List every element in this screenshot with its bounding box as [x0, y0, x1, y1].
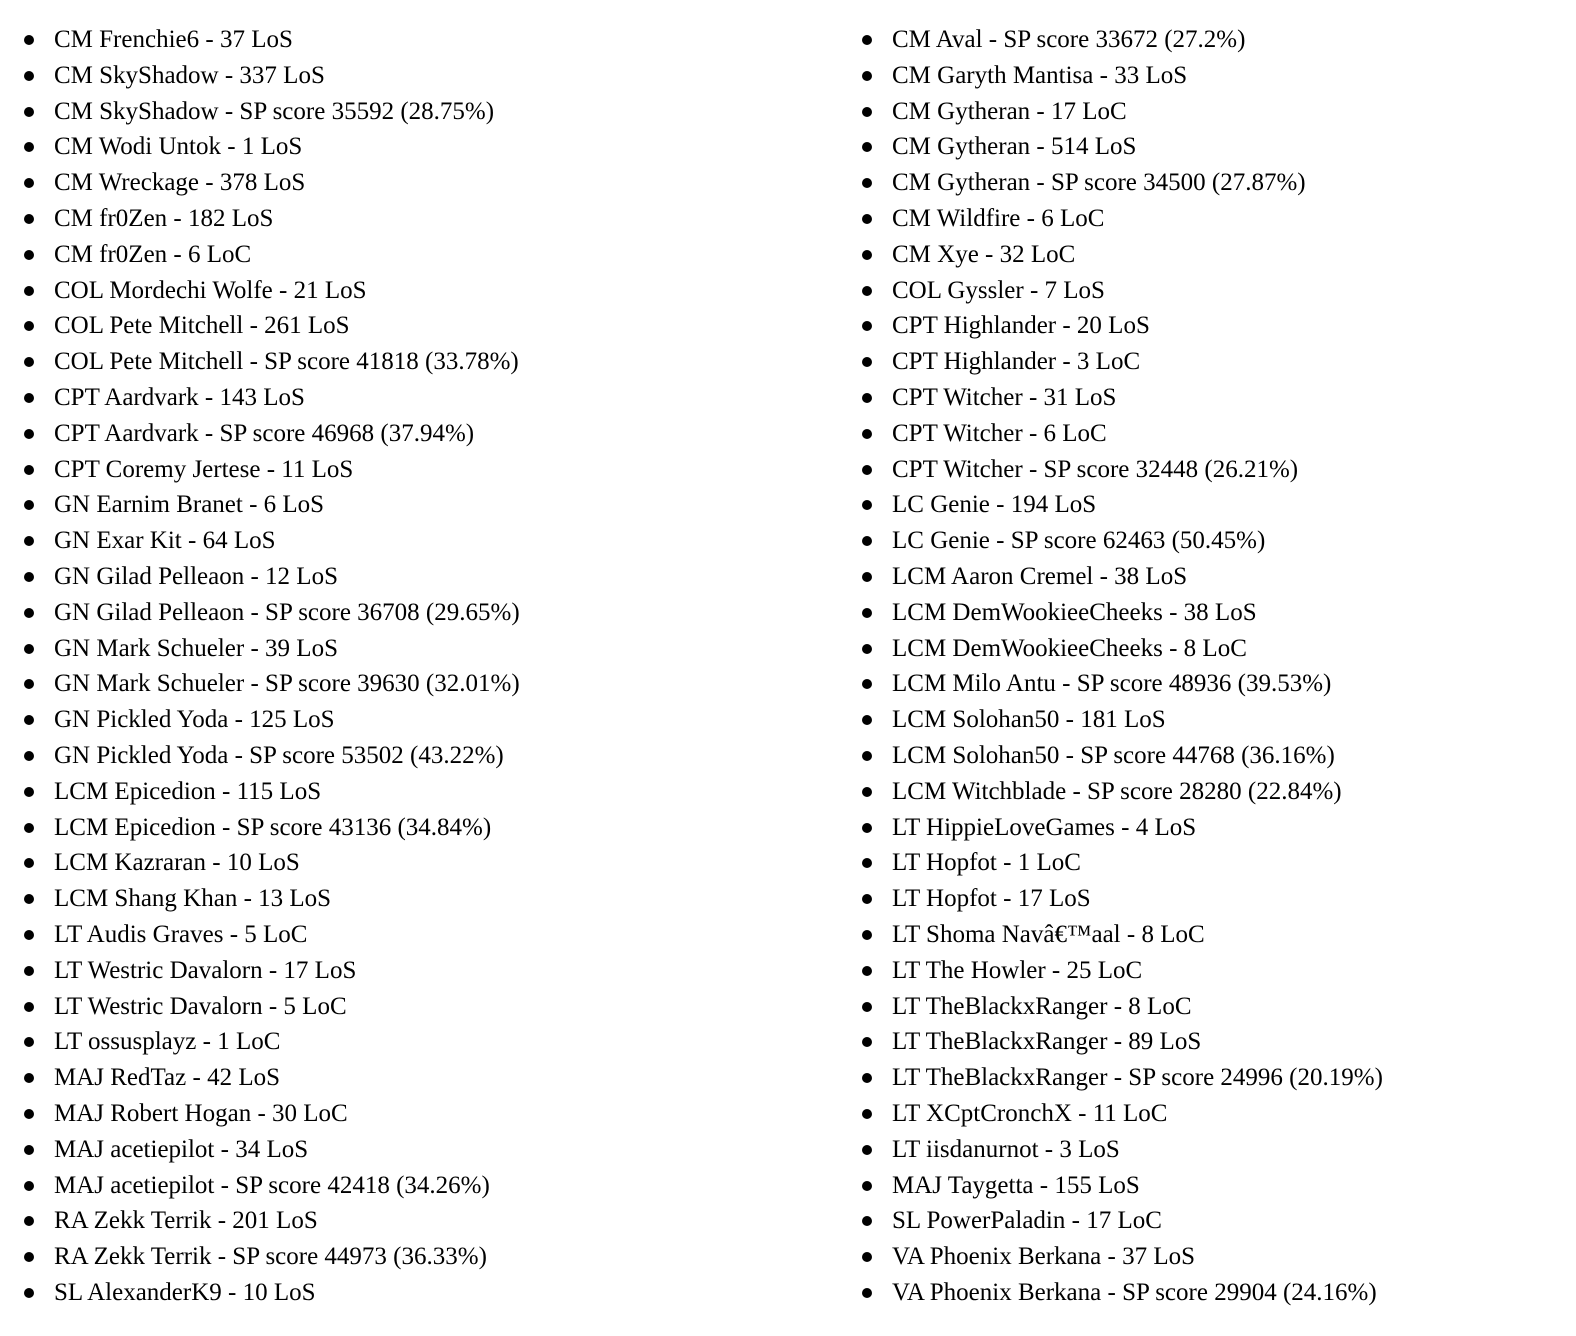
- list-item-text: RA Zekk Terrik - SP score 44973 (36.33%): [54, 1243, 487, 1271]
- list-item-text: GN Pickled Yoda - 125 LoS: [54, 706, 335, 734]
- list-item-text: CM Wreckage - 378 LoS: [54, 169, 306, 197]
- list-item-text: CPT Highlander - 20 LoS: [892, 312, 1150, 340]
- bullet-icon: [862, 393, 872, 403]
- list-item: [22, 58, 842, 94]
- list-item: [22, 1024, 842, 1060]
- bullet-icon: [24, 858, 34, 868]
- list-item-text: GN Pickled Yoda - SP score 53502 (43.22%): [54, 741, 504, 769]
- bullet-icon: [24, 393, 34, 403]
- list-item-text: CM Gytheran - SP score 34500 (27.87%): [892, 169, 1306, 197]
- list-item: [860, 452, 1560, 488]
- list-item-text: LCM Epicedion - 115 LoS: [54, 777, 322, 805]
- list-item-text: LT XCptCronchX - 11 LoC: [892, 1099, 1168, 1127]
- bullet-icon: [24, 1002, 34, 1012]
- list-item-text: GN Mark Schueler - 39 LoS: [54, 634, 338, 662]
- bullet-icon: [862, 751, 872, 761]
- bullet-icon: [24, 429, 34, 439]
- bullet-icon: [24, 644, 34, 654]
- list-item-text: VA Phoenix Berkana - 37 LoS: [892, 1243, 1195, 1271]
- list-item-text: LT The Howler - 25 LoC: [892, 956, 1143, 984]
- list-item-text: CM fr0Zen - 6 LoC: [54, 240, 252, 268]
- list-item-text: COL Gyssler - 7 LoS: [892, 276, 1105, 304]
- list-item-text: CM Xye - 32 LoC: [892, 240, 1076, 268]
- bullet-icon: [24, 894, 34, 904]
- right-list: [860, 22, 1560, 1311]
- list-item: [22, 237, 842, 273]
- bullet-icon: [24, 214, 34, 224]
- list-item: [22, 666, 842, 702]
- list-item-text: COL Pete Mitchell - SP score 41818 (33.78%): [54, 348, 519, 376]
- list-item: [22, 129, 842, 165]
- list-item-text: LCM Milo Antu - SP score 48936 (39.53%): [892, 670, 1332, 698]
- list-item-text: LT TheBlackxRanger - 8 LoC: [892, 992, 1192, 1020]
- list-item: [22, 452, 842, 488]
- bullet-icon: [862, 1037, 872, 1047]
- list-item: [22, 523, 842, 559]
- list-item: [860, 774, 1560, 810]
- bullet-icon: [862, 1145, 872, 1155]
- list-item: [860, 702, 1560, 738]
- list-item: [22, 1239, 842, 1275]
- list-item-text: LT Hopfot - 17 LoS: [892, 885, 1091, 913]
- bullet-icon: [24, 751, 34, 761]
- list-item: [860, 165, 1560, 201]
- list-item: [22, 1096, 842, 1132]
- list-item: [860, 58, 1560, 94]
- bullet-icon: [24, 1145, 34, 1155]
- bullet-icon: [24, 35, 34, 45]
- list-item-text: CM Aval - SP score 33672 (27.2%): [892, 26, 1246, 53]
- list-item: [860, 738, 1560, 774]
- list-item: [22, 953, 842, 989]
- list-item: [22, 380, 842, 416]
- list-item: [860, 344, 1560, 380]
- list-item-text: LC Genie - 194 LoS: [892, 491, 1097, 519]
- bullet-icon: [24, 572, 34, 582]
- bullet-icon: [24, 1288, 34, 1298]
- list-item-text: CM Gytheran - 17 LoC: [892, 97, 1127, 125]
- list-item: [860, 380, 1560, 416]
- bullet-icon: [862, 321, 872, 331]
- bullet-icon: [24, 679, 34, 689]
- list-item: [22, 810, 842, 846]
- bullet-icon: [24, 500, 34, 510]
- bullet-icon: [862, 1181, 872, 1191]
- bullet-icon: [862, 1216, 872, 1226]
- list-item: [860, 1060, 1560, 1096]
- list-item: [22, 201, 842, 237]
- bullet-icon: [862, 930, 872, 940]
- list-item-text: MAJ RedTaz - 42 LoS: [54, 1064, 281, 1092]
- list-item-text: MAJ acetiepilot - SP score 42418 (34.26%): [54, 1171, 490, 1199]
- list-item-text: RA Zekk Terrik - 201 LoS: [54, 1207, 318, 1235]
- bullet-icon: [24, 787, 34, 797]
- list-item: [860, 1168, 1560, 1204]
- bullet-icon: [24, 930, 34, 940]
- list-item-text: GN Exar Kit - 64 LoS: [54, 527, 276, 555]
- list-item: [22, 989, 842, 1025]
- list-item-text: CM Frenchie6 - 37 LoS: [54, 26, 293, 53]
- bullet-icon: [24, 465, 34, 475]
- bullet-icon: [24, 536, 34, 546]
- list-item-text: CM SkyShadow - SP score 35592 (28.75%): [54, 97, 495, 125]
- list-item: [22, 1060, 842, 1096]
- list-item-text: COL Pete Mitchell - 261 LoS: [54, 312, 350, 340]
- list-item-text: CPT Highlander - 3 LoC: [892, 348, 1141, 376]
- list-item: [22, 1132, 842, 1168]
- list-item: [860, 416, 1560, 452]
- bullet-icon: [24, 71, 34, 81]
- list-item-text: LCM Epicedion - SP score 43136 (34.84%): [54, 813, 492, 841]
- bullet-icon: [24, 715, 34, 725]
- bullet-icon: [24, 608, 34, 618]
- bullet-icon: [862, 823, 872, 833]
- list-item-text: CPT Witcher - 6 LoC: [892, 419, 1107, 447]
- list-item: [860, 1024, 1560, 1060]
- list-item-text: GN Gilad Pelleaon - 12 LoS: [54, 562, 338, 590]
- bullet-icon: [24, 286, 34, 296]
- list-item-text: CPT Witcher - SP score 32448 (26.21%): [892, 455, 1299, 483]
- list-item: [860, 1275, 1560, 1311]
- bullet-icon: [24, 178, 34, 188]
- list-item-text: LT Shoma Navâ€™aal - 8 LoC: [892, 920, 1205, 948]
- bullet-icon: [24, 966, 34, 976]
- list-item-text: LT Hopfot - 1 LoC: [892, 849, 1081, 877]
- list-item-text: MAJ acetiepilot - 34 LoS: [54, 1135, 309, 1163]
- list-item-text: VA Phoenix Berkana - SP score 29904 (24.16%): [892, 1278, 1377, 1306]
- list-item: [22, 1168, 842, 1204]
- list-item: [860, 1132, 1560, 1168]
- bullet-icon: [24, 1181, 34, 1191]
- list-item: [22, 344, 842, 380]
- list-item-text: CM Gytheran - 514 LoS: [892, 133, 1137, 161]
- bullet-icon: [862, 35, 872, 45]
- bullet-icon: [862, 465, 872, 475]
- bullet-icon: [24, 1252, 34, 1262]
- list-item-text: MAJ Robert Hogan - 30 LoC: [54, 1099, 348, 1127]
- bullet-icon: [862, 1252, 872, 1262]
- list-item-text: LT ossusplayz - 1 LoC: [54, 1028, 281, 1056]
- list-item: [22, 487, 842, 523]
- list-item: [860, 559, 1560, 595]
- bullet-icon: [24, 142, 34, 152]
- bullet-icon: [862, 572, 872, 582]
- bullet-icon: [862, 142, 872, 152]
- list-item-text: SL PowerPaladin - 17 LoC: [892, 1207, 1162, 1235]
- list-item: [860, 953, 1560, 989]
- list-item-text: CPT Coremy Jertese - 11 LoS: [54, 455, 354, 483]
- list-item: [860, 308, 1560, 344]
- bullet-icon: [24, 1073, 34, 1083]
- list-item-text: COL Mordechi Wolfe - 21 LoS: [54, 276, 367, 304]
- list-item: [860, 94, 1560, 130]
- list-item: [860, 1239, 1560, 1275]
- bullet-icon: [862, 286, 872, 296]
- list-item-text: CM Wildfire - 6 LoC: [892, 204, 1105, 232]
- list-item: [860, 595, 1560, 631]
- list-item-text: CPT Witcher - 31 LoS: [892, 383, 1117, 411]
- list-item-text: LCM Witchblade - SP score 28280 (22.84%): [892, 777, 1342, 805]
- list-item: [860, 22, 1560, 58]
- list-item: [22, 559, 842, 595]
- list-item-text: CPT Aardvark - SP score 46968 (37.94%): [54, 419, 475, 447]
- bullet-icon: [862, 536, 872, 546]
- list-item: [860, 1096, 1560, 1132]
- list-item: [860, 129, 1560, 165]
- bullet-icon: [24, 357, 34, 367]
- list-item: [22, 631, 842, 667]
- list-item-text: GN Gilad Pelleaon - SP score 36708 (29.65%): [54, 598, 520, 626]
- list-item: [22, 738, 842, 774]
- bullet-icon: [862, 858, 872, 868]
- list-item: [22, 94, 842, 130]
- list-item: [22, 22, 842, 58]
- list-item-text: LT TheBlackxRanger - 89 LoS: [892, 1028, 1202, 1056]
- list-item: [860, 487, 1560, 523]
- list-item: [860, 1203, 1560, 1239]
- bullet-icon: [862, 715, 872, 725]
- bullet-icon: [862, 357, 872, 367]
- list-item: [22, 917, 842, 953]
- list-item: [860, 881, 1560, 917]
- bullet-icon: [862, 107, 872, 117]
- left-list: [22, 22, 842, 1311]
- list-item: [860, 201, 1560, 237]
- bullet-icon: [24, 1216, 34, 1226]
- bullet-icon: [862, 644, 872, 654]
- list-item-text: CM SkyShadow - 337 LoS: [54, 61, 325, 89]
- list-item: [22, 774, 842, 810]
- list-item-text: LT TheBlackxRanger - SP score 24996 (20.19%): [892, 1064, 1383, 1092]
- list-item-text: LT Westric Davalorn - 5 LoC: [54, 992, 347, 1020]
- list-item: [22, 1275, 842, 1311]
- bullet-icon: [862, 1109, 872, 1119]
- bullet-icon: [24, 107, 34, 117]
- list-item: [22, 165, 842, 201]
- list-item-text: MAJ Taygetta - 155 LoS: [892, 1171, 1140, 1199]
- list-item: [22, 595, 842, 631]
- list-item-text: SL AlexanderK9 - 10 LoS: [54, 1278, 316, 1306]
- bullet-icon: [862, 429, 872, 439]
- list-item-text: LC Genie - SP score 62463 (50.45%): [892, 527, 1266, 555]
- bullet-icon: [862, 71, 872, 81]
- bullet-icon: [862, 679, 872, 689]
- list-item: [22, 881, 842, 917]
- list-item: [22, 702, 842, 738]
- bullet-icon: [862, 966, 872, 976]
- bullet-icon: [24, 1037, 34, 1047]
- list-item: [860, 989, 1560, 1025]
- list-item-text: LCM Aaron Cremel - 38 LoS: [892, 562, 1188, 590]
- bullet-icon: [862, 214, 872, 224]
- bullet-icon: [862, 787, 872, 797]
- list-item: [860, 666, 1560, 702]
- list-item-text: CM Wodi Untok - 1 LoS: [54, 133, 303, 161]
- list-item-text: LCM Kazraran - 10 LoS: [54, 849, 300, 877]
- list-item-text: CM fr0Zen - 182 LoS: [54, 204, 274, 232]
- list-item-text: LT HippieLoveGames - 4 LoS: [892, 813, 1197, 841]
- list-item: [860, 631, 1560, 667]
- list-item: [22, 1203, 842, 1239]
- list-item: [22, 416, 842, 452]
- list-item-text: LCM DemWookieeCheeks - 8 LoC: [892, 634, 1247, 662]
- list-item-text: LT Westric Davalorn - 17 LoS: [54, 956, 357, 984]
- bullet-icon: [862, 1288, 872, 1298]
- list-item-text: LCM Shang Khan - 13 LoS: [54, 885, 332, 913]
- list-item: [860, 273, 1560, 309]
- bullet-icon: [862, 894, 872, 904]
- bullet-icon: [862, 1002, 872, 1012]
- list-item-text: GN Mark Schueler - SP score 39630 (32.01%): [54, 670, 520, 698]
- list-item-text: LCM Solohan50 - 181 LoS: [892, 706, 1166, 734]
- bullet-icon: [24, 1109, 34, 1119]
- bullet-icon: [24, 823, 34, 833]
- list-item: [22, 273, 842, 309]
- list-item-text: LCM Solohan50 - SP score 44768 (36.16%): [892, 741, 1335, 769]
- bullet-icon: [24, 250, 34, 260]
- list-item-text: LT iisdanurnot - 3 LoS: [892, 1135, 1120, 1163]
- list-item-text: LT Audis Graves - 5 LoC: [54, 920, 308, 948]
- list-item: [860, 810, 1560, 846]
- bullet-icon: [862, 1073, 872, 1083]
- list-item: [860, 523, 1560, 559]
- bullet-icon: [24, 321, 34, 331]
- bullet-icon: [862, 178, 872, 188]
- bullet-icon: [862, 608, 872, 618]
- list-item-text: CM Garyth Mantisa - 33 LoS: [892, 61, 1188, 89]
- list-item: [860, 917, 1560, 953]
- list-item-text: LCM DemWookieeCheeks - 38 LoS: [892, 598, 1257, 626]
- list-item-text: CPT Aardvark - 143 LoS: [54, 383, 305, 411]
- list-item: [22, 308, 842, 344]
- list-item: [22, 845, 842, 881]
- bullet-icon: [862, 250, 872, 260]
- bullet-icon: [862, 500, 872, 510]
- list-item: [860, 845, 1560, 881]
- list-item-text: GN Earnim Branet - 6 LoS: [54, 491, 325, 519]
- list-item: [860, 237, 1560, 273]
